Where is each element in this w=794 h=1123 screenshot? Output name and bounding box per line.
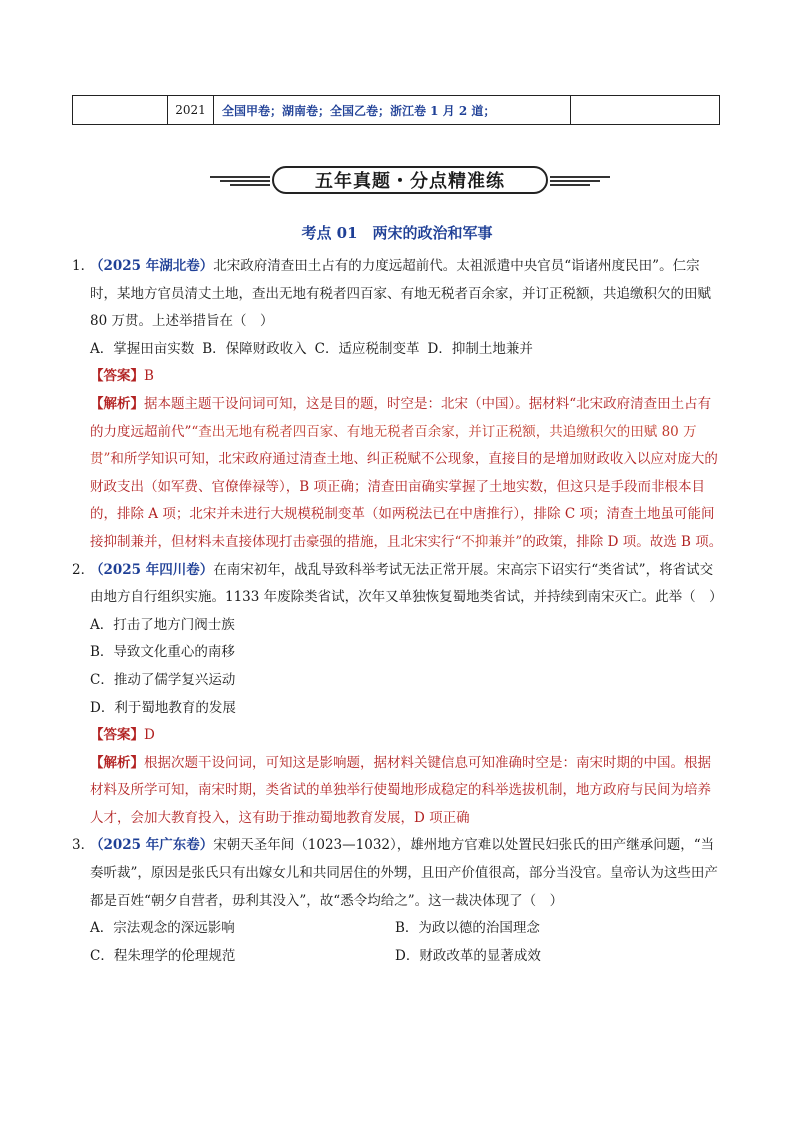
option-b: B．为政以德的治国理念	[395, 920, 540, 937]
question-stem: 在南宋初年，战乱导致科举考试无法正常开展。宋高宗下诏实行“类省试”，将省试交由地方自行组织实施。1133 年废除类省试，次年又单独恢复蜀地类省试，并持续到南宋灭亡。此举（ ）	[90, 561, 723, 606]
analysis-block	[72, 750, 724, 833]
section-banner	[210, 166, 610, 196]
answer-value: B	[144, 368, 154, 385]
question-stem: 北宋政府清查田土占有的力度远超前代。太祖派遣中央官员“诣诸州度民田”。仁宗时，某地方官员清丈土地，查出无地有税者四百家、有地无税者百余家，并订正税额，共追缴积欠的田赋 80 万贯。上述举措旨在（ ）	[90, 258, 711, 330]
option-a: A．掌握田亩实数	[90, 340, 195, 357]
option-d: D．财政改革的显著成效	[395, 947, 541, 964]
answer-line	[72, 722, 724, 750]
summary-table-row	[72, 95, 720, 125]
answer-tag: 【答案】	[90, 368, 144, 385]
table-cell-empty	[73, 96, 168, 124]
question-2	[72, 557, 724, 612]
table-cell-papers: 全国甲卷；湖南卷；全国乙卷；浙江卷 1 月 2 道；	[214, 96, 571, 124]
question-source: （2025 年湖北卷）	[90, 258, 214, 274]
analysis-block	[72, 391, 724, 557]
option-a: A．打击了地方门阀士族	[90, 616, 235, 633]
question-number: 1．	[72, 258, 95, 274]
option-d: D．利于蜀地教育的发展	[90, 699, 236, 716]
option-c: C．推动了儒学复兴运动	[90, 671, 236, 688]
analysis-quote-2: “不抑兼并”	[454, 533, 523, 550]
table-cell-empty-2	[571, 96, 719, 124]
question-source: （2025 年广东卷）	[90, 837, 214, 854]
question-source: （2025 年四川卷）	[90, 561, 214, 578]
options-grid	[72, 915, 724, 970]
options-row	[72, 336, 724, 364]
analysis-tag: 【解析】	[90, 395, 144, 412]
banner-lines-left	[210, 175, 270, 187]
question-1	[72, 253, 724, 336]
answer-value: D	[144, 727, 155, 744]
analysis-text-3: 的政策，排除 D 项。故选 B 项。	[522, 533, 723, 550]
option-b: B．导致文化重心的南移	[90, 644, 235, 661]
banner-lines-right	[550, 175, 610, 187]
answer-tag: 【答案】	[90, 727, 144, 744]
question-3	[72, 832, 724, 915]
option-d: D．抑制土地兼并	[427, 340, 533, 357]
analysis-quote: “查出无地有税者四百家、有地无税者百余家，并订正税额，共追缴积欠的田赋 80 万贯”	[90, 423, 697, 468]
analysis-text-2: 和所学知识可知，北宋政府通过清查土地、纠正税赋不公现象，直接目的是增加财政收入以应对庞大的财政支出（如军费、官僚俸禄等），B 项正确；清查田亩确实掌握了土地实数，但这只是手段而非根本目的，排除 A 项；北宋并未进行大规模税制变革（如两税法已在中唐推行），排除 C 项；清查土地虽可能间接抑制兼并，但材料未直接体现打击豪强的措施，且北宋实行	[90, 451, 718, 550]
analysis-tag: 【解析】	[90, 754, 144, 771]
answer-line	[72, 363, 724, 391]
option-b: B．保障财政收入	[202, 340, 307, 357]
question-stem: 宋朝天圣年间（1023—1032），雄州地方官难以处置民妇张氏的田产继承问题，“当奏听裁”，原因是张氏只有出嫁女儿和共同居住的外甥，且田产价值很高，部分当没官。皇帝认为这些田产都是百姓“朝夕自营者，毋利其没入”，故“悉令均给之”。这一裁决体现了（ ）	[90, 837, 718, 909]
option-a: A．宗法观念的深远影响	[90, 920, 235, 937]
option-c: C．程朱理学的伦理规范	[90, 947, 236, 964]
option-c: C．适应税制变革	[314, 340, 420, 357]
table-cell-year: 2021	[168, 96, 214, 124]
banner-title: 五年真题・分点精准练	[272, 166, 548, 194]
analysis-text-1: 据本题主题干设问词可知，这是目的题，时空是：北宋（中国）。据材料“北宋政府清查田土占有的力度远超前代”	[90, 395, 712, 440]
question-list	[72, 253, 724, 970]
question-number: 2．	[72, 561, 95, 578]
analysis-text: 根据次题干设问词，可知这是影响题，据材料关键信息可知准确时空是：南宋时期的中国。根据材料及所学可知，南宋时期，类省试的单独举行使蜀地形成稳定的科举选拔机制，地方政府与民间为培养人才，会加大教育投入，这有助于推动蜀地教育发展，D 项正确	[90, 754, 711, 826]
question-number: 3．	[72, 837, 95, 854]
section-title: 考点 01 两宋的政治和军事	[301, 224, 493, 242]
